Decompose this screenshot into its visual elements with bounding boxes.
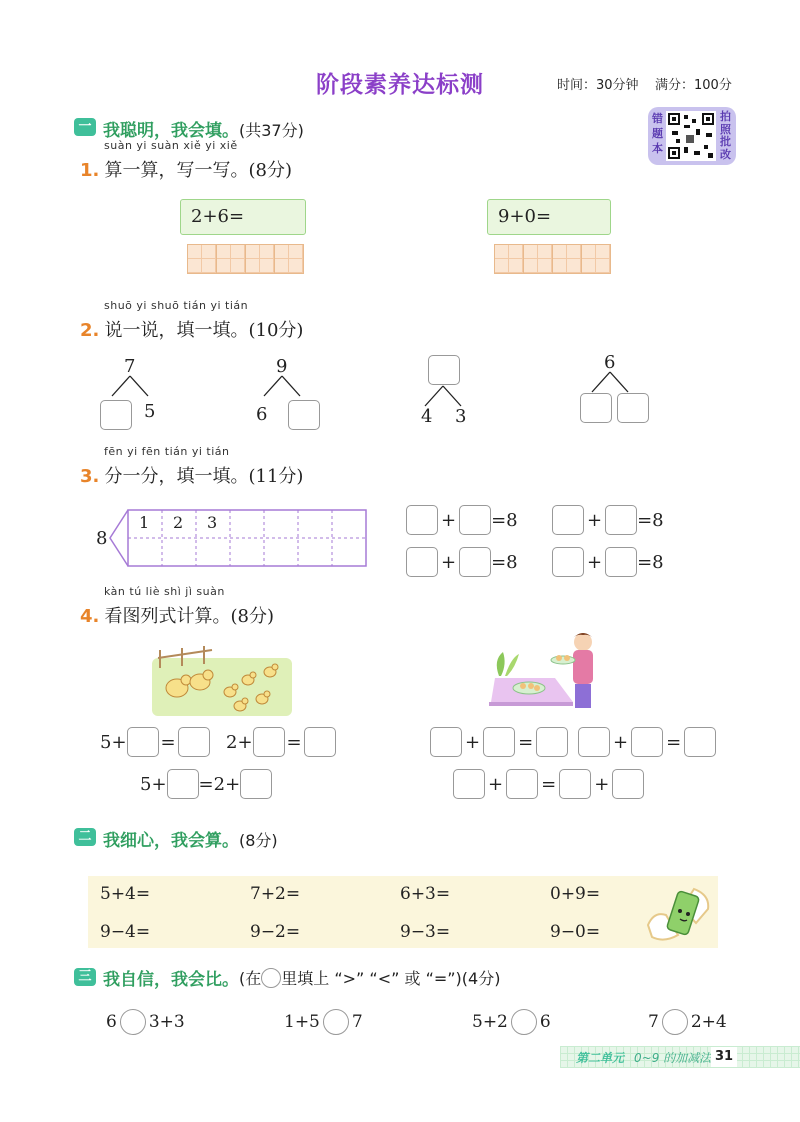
q1-answer-grid-left[interactable] <box>188 244 304 274</box>
q3-equation-3: + =8 <box>406 547 518 577</box>
q1-pinyin: suàn yi suàn xiě yi xiě <box>104 139 238 152</box>
instruction-circle-icon <box>261 968 281 988</box>
qr-badge[interactable] <box>648 107 736 165</box>
compare-2-circle[interactable] <box>323 1009 349 1035</box>
tree3-right: 3 <box>455 406 467 427</box>
section-1-badge: 一 <box>74 118 96 136</box>
q3-eq1-box-a[interactable] <box>406 505 438 535</box>
q3-pinyin: fēn yi fēn tián yi tián <box>104 445 230 458</box>
q3-cell-3: 3 <box>207 513 218 532</box>
q3-cell-1: 1 <box>139 513 150 532</box>
q1-heading: 1. 算一算，写一写。(8分) <box>80 160 292 181</box>
q4-r2-box-b[interactable] <box>631 727 663 757</box>
q4-right-equation-3: + = + <box>453 769 644 799</box>
pencil-mascot-icon <box>644 879 716 945</box>
compare-1-circle[interactable] <box>120 1009 146 1035</box>
q3-eq1-box-b[interactable] <box>459 505 491 535</box>
calc-6: 9−2= <box>250 922 301 942</box>
q4-r3-box-b[interactable] <box>506 769 538 799</box>
time-limit: 时间：30分钟 <box>557 78 639 93</box>
compare-4: 7 2+4 <box>648 1009 727 1035</box>
q3-eq3-box-b[interactable] <box>459 547 491 577</box>
qr-code-icon <box>666 111 716 161</box>
tree4-left-box[interactable] <box>580 393 612 423</box>
tree1-branch <box>100 374 160 400</box>
q4-left-equation-2: 2+ = <box>226 727 336 757</box>
qr-left-label: 错题本 <box>652 112 663 155</box>
tree4-right-box[interactable] <box>617 393 649 423</box>
q4-r3-box-c[interactable] <box>559 769 591 799</box>
q4-left-equation-3: 5+ =2+ <box>140 769 272 799</box>
page-title: 阶段素养达标测 <box>316 72 484 98</box>
q4-l1-box-b[interactable] <box>178 727 210 757</box>
compare-2: 1+5 7 <box>284 1009 363 1035</box>
section-1-title: 我聪明，我会填。(共37分) <box>103 121 304 141</box>
tree1-left-box[interactable] <box>100 400 132 430</box>
qr-right-label: 拍照批改 <box>720 110 731 161</box>
q3-equation-2: + =8 <box>552 505 664 535</box>
q3-equation-4: + =8 <box>552 547 664 577</box>
q4-r3-box-d[interactable] <box>612 769 644 799</box>
q3-cell-2: 2 <box>173 513 184 532</box>
q4-r1-box-b[interactable] <box>483 727 515 757</box>
tree4-top: 6 <box>604 352 616 373</box>
section-2-title: 我细心，我会算。(8分) <box>103 831 278 851</box>
calc-5: 9−4= <box>100 922 151 942</box>
compare-3: 5+2 6 <box>472 1009 551 1035</box>
q4-l3-box-b[interactable] <box>240 769 272 799</box>
q1-equation-left: 2+6= <box>180 199 306 235</box>
q4-r2-box-c[interactable] <box>684 727 716 757</box>
compare-3-circle[interactable] <box>511 1009 537 1035</box>
calc-2: 7+2= <box>250 884 301 904</box>
q4-right-equation-2: + = <box>578 727 716 757</box>
q4-r3-box-a[interactable] <box>453 769 485 799</box>
q4-r1-box-c[interactable] <box>536 727 568 757</box>
q3-eq2-box-b[interactable] <box>605 505 637 535</box>
full-score: 满分：100分 <box>655 78 732 93</box>
footer-topic: 0~9 的加减法 <box>634 1051 712 1065</box>
q3-whole-number: 8 <box>96 528 108 549</box>
q4-right-equation-1: + = <box>430 727 568 757</box>
q2-pinyin: shuō yi shuō tián yi tián <box>104 299 249 312</box>
calc-3: 6+3= <box>400 884 451 904</box>
q1-answer-grid-right[interactable] <box>495 244 611 274</box>
q2-heading: 2. 说一说，填一填。(10分) <box>80 320 304 341</box>
q4-l2-box-b[interactable] <box>304 727 336 757</box>
q3-eq3-box-a[interactable] <box>406 547 438 577</box>
calc-1: 5+4= <box>100 884 151 904</box>
q3-eq4-box-b[interactable] <box>605 547 637 577</box>
q4-r2-box-a[interactable] <box>578 727 610 757</box>
q4-l3-box-a[interactable] <box>167 769 199 799</box>
q3-heading: 3. 分一分，填一填。(11分) <box>80 466 304 487</box>
tree2-right-box[interactable] <box>288 400 320 430</box>
page-number: 31 <box>711 1047 737 1067</box>
q4-l1-box-a[interactable] <box>127 727 159 757</box>
q3-eq4-box-a[interactable] <box>552 547 584 577</box>
q1-equation-right: 9+0= <box>487 199 611 235</box>
calc-7: 9−3= <box>400 922 451 942</box>
q4-l2-box-a[interactable] <box>253 727 285 757</box>
footer-unit: 第二单元 <box>576 1051 625 1065</box>
compare-1: 6 3+3 <box>106 1009 185 1035</box>
calc-8: 9−0= <box>550 922 601 942</box>
girl-table-illustration <box>485 630 605 712</box>
tree3-left: 4 <box>421 406 433 427</box>
section-2-badge: 二 <box>74 828 96 846</box>
section-3-badge: 三 <box>74 968 96 986</box>
tree1-right: 5 <box>144 401 156 422</box>
tree2-branch <box>252 374 312 400</box>
q3-equation-1: + =8 <box>406 505 518 535</box>
q4-r1-box-a[interactable] <box>430 727 462 757</box>
chicks-illustration <box>152 644 292 716</box>
q3-eq2-box-a[interactable] <box>552 505 584 535</box>
tree2-left: 6 <box>256 404 268 425</box>
q4-left-equation-1: 5+ = <box>100 727 210 757</box>
tree3-top-box[interactable] <box>428 355 460 385</box>
tree2-top: 9 <box>276 356 288 377</box>
compare-4-circle[interactable] <box>662 1009 688 1035</box>
tree1-top: 7 <box>124 356 136 377</box>
q4-heading: 4. 看图列式计算。(8分) <box>80 606 274 627</box>
q4-pinyin: kàn tú liè shì jì suàn <box>104 585 225 598</box>
calc-4: 0+9= <box>550 884 601 904</box>
section-3-title: 我自信，我会比。 (在 里填上 “>” “<” 或 “=”) (4分) <box>103 969 501 990</box>
